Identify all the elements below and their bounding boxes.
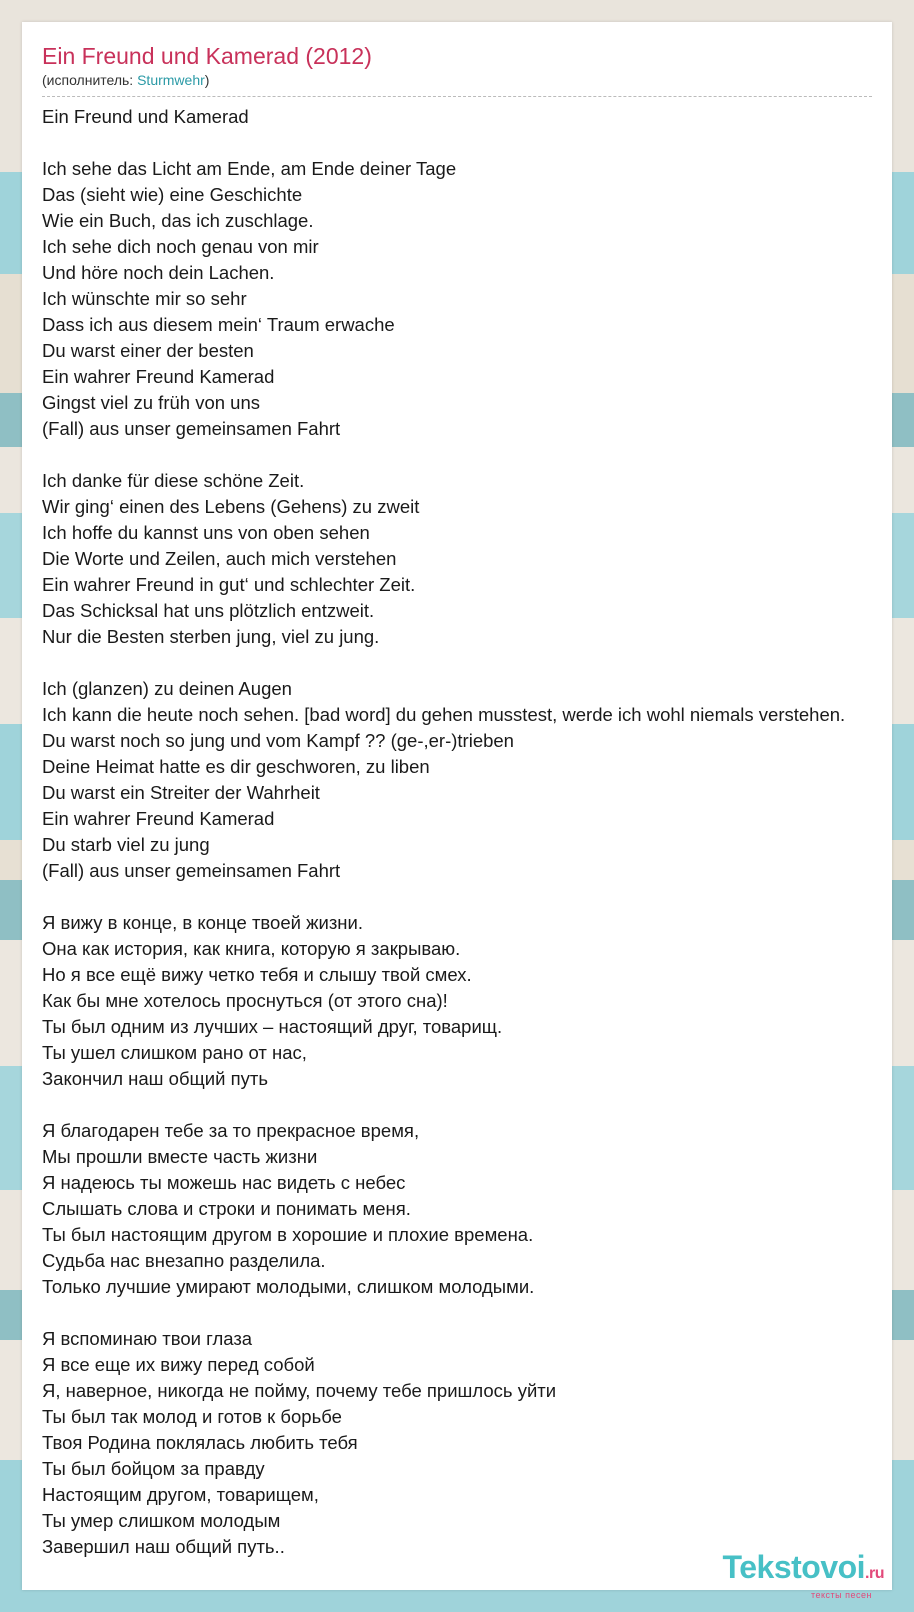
lyric-line: Ты был бойцом за правду <box>42 1458 265 1479</box>
lyric-line: (Fall) aus unser gemeinsamen Fahrt <box>42 860 341 881</box>
song-title: Ein Freund und Kamerad (2012) <box>42 43 372 69</box>
logo-name: Tekstovoi <box>722 1549 866 1585</box>
site-logo[interactable] <box>723 1551 884 1600</box>
lyric-line: (Fall) aus unser gemeinsamen Fahrt <box>42 418 341 439</box>
lyric-line: Я все еще их вижу перед собой <box>42 1354 315 1375</box>
lyric-line: Ich sehe dich noch genau von mir <box>42 236 319 257</box>
artist-line <box>42 71 872 97</box>
artist-link[interactable]: Sturmwehr <box>137 72 205 88</box>
lyric-line: Wir ging‘ einen des Lebens (Gehens) zu zweit <box>42 496 420 517</box>
lyric-line: Я надеюсь ты можешь нас видеть с небес <box>42 1172 406 1193</box>
lyric-line: Я, наверное, никогда не пойму, почему тебе пришлось уйти <box>42 1380 557 1401</box>
lyric-line: Gingst viel zu früh von uns <box>42 392 260 413</box>
lyric-line: Ты был так молод и готов к борьбе <box>42 1406 342 1427</box>
stanza-gap <box>42 650 872 676</box>
lyric-line: Ты умер слишком молодым <box>42 1510 281 1531</box>
lyric-line: Судьба нас внезапно разделила. <box>42 1250 326 1271</box>
lyric-line: Настоящим другом, товарищем, <box>42 1484 319 1505</box>
lyric-line: Nur die Besten sterben jung, viel zu jung. <box>42 626 380 647</box>
logo-tagline: тексты песен <box>810 1590 872 1600</box>
stanza-gap <box>42 1300 872 1326</box>
lyric-line: Ты был одним из лучших – настоящий друг, товарищ. <box>42 1016 503 1037</box>
lyric-line: Ich wünschte mir so sehr <box>42 288 247 309</box>
lyric-line: Ein wahrer Freund Kamerad <box>42 808 275 829</box>
stanza-gap <box>42 1092 872 1118</box>
logo-wordmark <box>723 1551 884 1590</box>
lyric-line: Ich danke für diese schöne Zeit. <box>42 470 305 491</box>
lyric-line: Wie ein Buch, das ich zuschlage. <box>42 210 314 231</box>
lyric-line: Только лучшие умирают молодыми, слишком молодыми. <box>42 1276 535 1297</box>
lyric-line: Die Worte und Zeilen, auch mich verstehen <box>42 548 397 569</box>
lyric-line: Das Schicksal hat uns plötzlich entzweit. <box>42 600 375 621</box>
lyric-line: Dass ich aus diesem mein‘ Traum erwache <box>42 314 395 335</box>
stanza-gap <box>42 884 872 910</box>
lyric-line: Das (sieht wie) eine Geschichte <box>42 184 303 205</box>
lyrics-body <box>42 104 872 1560</box>
lyric-line: Завершил наш общий путь.. <box>42 1536 285 1557</box>
lyric-line: Я вспоминаю твои глаза <box>42 1328 253 1349</box>
lyric-line: Du starb viel zu jung <box>42 834 210 855</box>
lyric-line: Твоя Родина поклялась любить тебя <box>42 1432 358 1453</box>
lyric-line: Ich sehe das Licht am Ende, am Ende deiner Tage <box>42 158 457 179</box>
stanza-gap <box>42 130 872 156</box>
lyric-line: Ты ушел слишком рано от нас, <box>42 1042 307 1063</box>
lyric-line: Du warst einer der besten <box>42 340 254 361</box>
lyric-line: Ich (glanzen) zu deinen Augen <box>42 678 292 699</box>
lyrics-panel <box>22 22 892 1590</box>
lyric-line: Закончил наш общий путь <box>42 1068 268 1089</box>
lyric-line: Du warst noch so jung und vom Kampf ?? (ge-,er-)trieben <box>42 730 514 751</box>
stanza-gap <box>42 442 872 468</box>
lyric-line: Deine Heimat hatte es dir geschworen, zu liben <box>42 756 430 777</box>
lyric-line: Du warst ein Streiter der Wahrheit <box>42 782 320 803</box>
artist-prefix: (исполнитель: <box>42 72 138 88</box>
artist-suffix: ) <box>204 72 210 88</box>
lyric-line: Мы прошли вместе часть жизни <box>42 1146 318 1167</box>
lyric-line: Я благодарен тебе за то прекрасное время, <box>42 1120 420 1141</box>
lyric-line: Слышать слова и строки и понимать меня. <box>42 1198 411 1219</box>
lyric-line: Я вижу в конце, в конце твоей жизни. <box>42 912 363 933</box>
lyric-line: Ich hoffe du kannst uns von oben sehen <box>42 522 370 543</box>
lyric-line: Ein Freund und Kamerad <box>42 106 249 127</box>
lyric-line: Ты был настоящим другом в хорошие и плохие времена. <box>42 1224 534 1245</box>
lyric-line: Und höre noch dein Lachen. <box>42 262 275 283</box>
lyric-line: Как бы мне хотелось проснуться (от этого сна)! <box>42 990 448 1011</box>
lyric-line: Ich kann die heute noch sehen. [bad word] du gehen musstest, werde ich wohl niemals verstehen. <box>42 704 846 725</box>
lyric-line: Ein wahrer Freund in gut‘ und schlechter Zeit. <box>42 574 416 595</box>
lyric-line: Она как история, как книга, которую я закрываю. <box>42 938 461 959</box>
logo-suffix: .ru <box>865 1565 884 1582</box>
lyric-line: Но я все ещё вижу четко тебя и слышу твой смех. <box>42 964 472 985</box>
lyric-line: Ein wahrer Freund Kamerad <box>42 366 275 387</box>
